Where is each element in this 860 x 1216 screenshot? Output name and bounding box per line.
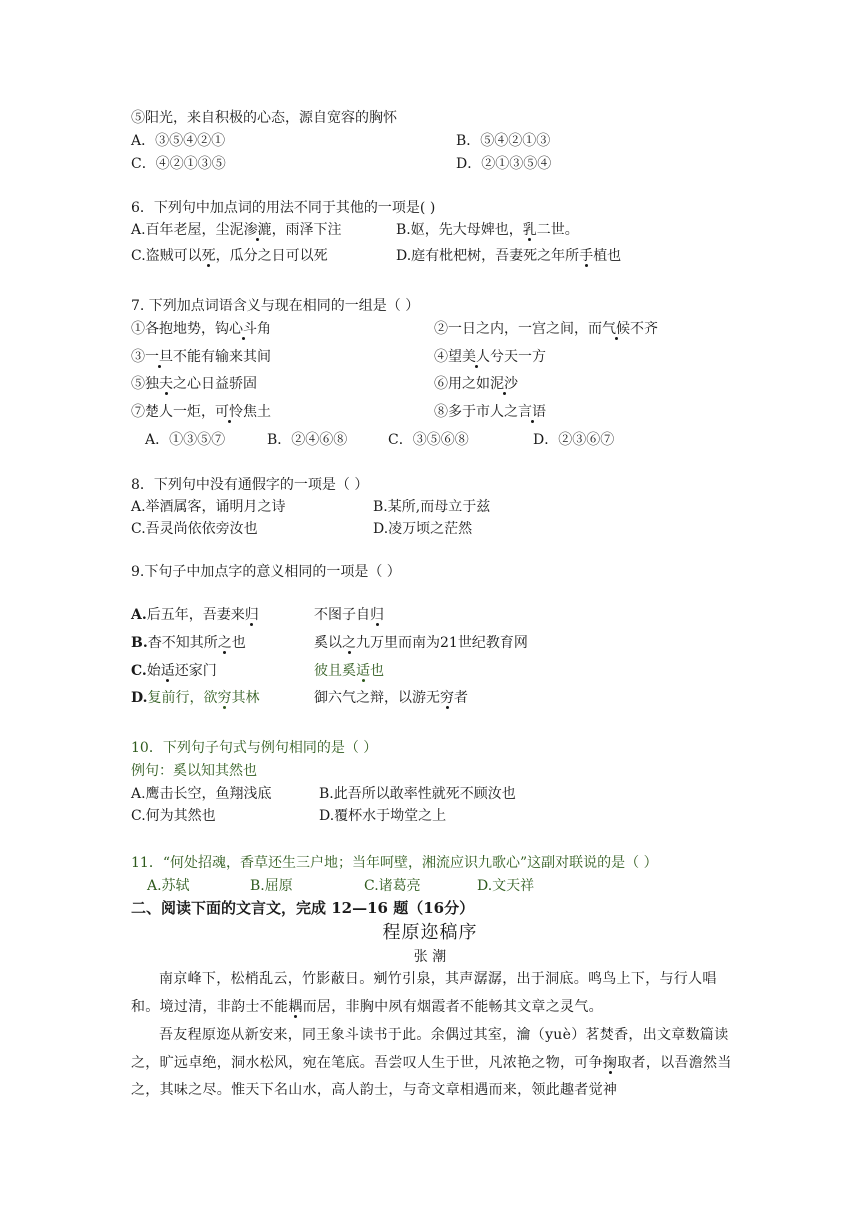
q9-row-b-compare: 奚以之九万里而南为21世纪教育网 xyxy=(314,635,528,651)
section-heading: 二、阅读下面的文言文，完成 12—16 题（16分） xyxy=(131,899,475,917)
q7-item-4: ④望美人兮天一方 xyxy=(434,349,546,365)
q7-item-8: ⑧多于市人之言语 xyxy=(434,404,546,420)
q10-option-c: C.何为其然也 xyxy=(131,808,216,824)
passage-paragraph-1: 南京峰下，松梢乱云，竹影蔽日。剜竹引泉，其声潺潺，出于洞底。鸣鸟上下，与行人唱和。境过清，非韵士不能耦而居，非胸中夙有烟霞者不能畅其文章之灵气。 xyxy=(131,971,717,1015)
q9-stem: 9.下句子中加点字的意义相同的一项是（ ） xyxy=(131,564,401,580)
q10-example: 例句：奚以知其然也 xyxy=(131,763,257,779)
q11-stem: 11．“何处招魂，香草还生三户地；当年呵壁，湘流应识九歌心”这副对联说的是（ ） xyxy=(131,855,658,871)
q11-option-a: A.苏轼 xyxy=(147,878,190,894)
q6-option-d: D.庭有枇杷树，吾妻死之年所手植也 xyxy=(396,248,622,264)
q7-item-5: ⑤独夫之心日益骄固 xyxy=(131,376,257,392)
q10-option-b: B.此吾所以敢率性就死不顾汝也 xyxy=(319,786,516,802)
q8-option-c: C.吾灵尚依依旁汝也 xyxy=(131,521,258,537)
q10-option-d: D.覆杯水于坳堂之上 xyxy=(319,808,447,824)
q7-item-6: ⑥用之如泥沙 xyxy=(434,376,518,392)
q7-stem: 7. 下列加点词语含义与现在相同的一组是（ ） xyxy=(131,298,420,314)
q11-option-b: B.屈原 xyxy=(250,878,293,894)
q6-option-a: A.百年老屋，尘泥渗漉，雨泽下注 xyxy=(131,222,342,238)
q8-option-a: A.举酒属客，诵明月之诗 xyxy=(131,499,286,515)
q7-option-d: D．②③⑥⑦ xyxy=(533,432,615,448)
q9-row-d-compare: 御六气之辩，以游无穷者 xyxy=(314,690,468,706)
q8-stem: 8．下列句中没有通假字的一项是（ ） xyxy=(131,477,369,493)
q6-stem: 6．下列句中加点词的用法不同于其他的一项是( ) xyxy=(131,200,436,216)
q7-item-2: ②一日之内，一宫之间，而气候不齐 xyxy=(434,321,658,337)
q5-option-c: C．④②①③⑤ xyxy=(131,156,226,172)
passage-paragraph-2: 吾友程原迩从新安来，同王象斗读书于此。余偶过其室，瀹（yuè）茗焚香，出文章数篇读之，旷远卓绝，洞水松风，宛在笔底。吾尝叹人生于世，凡浓艳之物，可争掬取者，以吾澹然当之，其味之尽。惟天下名山水，高人韵士，与奇文章相遇而来，领此趣者觉神 xyxy=(131,1027,732,1098)
q5-option-b: B．⑤④②①③ xyxy=(456,133,551,149)
q9-row-a: A.后五年，吾妻来归 xyxy=(131,607,259,623)
passage-title: 程原迩稿序 xyxy=(382,922,478,943)
q10-stem: 10．下列句子句式与例句相同的是（ ） xyxy=(131,740,378,756)
q7-item-1: ①各抱地势，钩心斗角 xyxy=(131,321,271,337)
q5-option-a: A．③⑤④②① xyxy=(131,133,226,149)
q8-option-d: D.凌万顷之茫然 xyxy=(373,521,473,537)
q11-option-d: D.文天祥 xyxy=(477,878,535,894)
q9-row-d: D.复前行，欲穷其林 xyxy=(131,690,260,706)
q9-row-c-compare: 彼且奚适也 xyxy=(314,663,384,679)
q6-option-b: B.妪，先大母婢也，乳二世。 xyxy=(396,222,579,238)
q6-option-c: C.盗贼可以死，瓜分之日可以死 xyxy=(131,248,328,264)
q9-row-a-compare: 不图子自归 xyxy=(314,607,384,623)
q7-item-3: ③一旦不能有输来其间 xyxy=(131,349,271,365)
q7-option-a: A．①③⑤⑦ xyxy=(145,432,226,448)
q11-option-c: C.诸葛亮 xyxy=(364,878,421,894)
q9-row-c: C.始适还家门 xyxy=(131,663,217,679)
passage-author: 张 潮 xyxy=(413,949,447,965)
q7-item-7: ⑦楚人一炬，可怜焦土 xyxy=(131,404,271,420)
q5-option-d: D．②①③⑤④ xyxy=(456,156,552,172)
q9-row-b: B.杳不知其所之也 xyxy=(131,635,246,651)
q7-option-c: C．③⑤⑥⑧ xyxy=(388,432,469,448)
q8-option-b: B.某所,而母立于兹 xyxy=(373,499,491,515)
q5-item5: ⑤阳光，来自积极的心态，源自宽容的胸怀 xyxy=(131,110,397,126)
q7-option-b: B．②④⑥⑧ xyxy=(267,432,348,448)
q10-option-a: A.鹰击长空，鱼翔浅底 xyxy=(131,786,272,802)
